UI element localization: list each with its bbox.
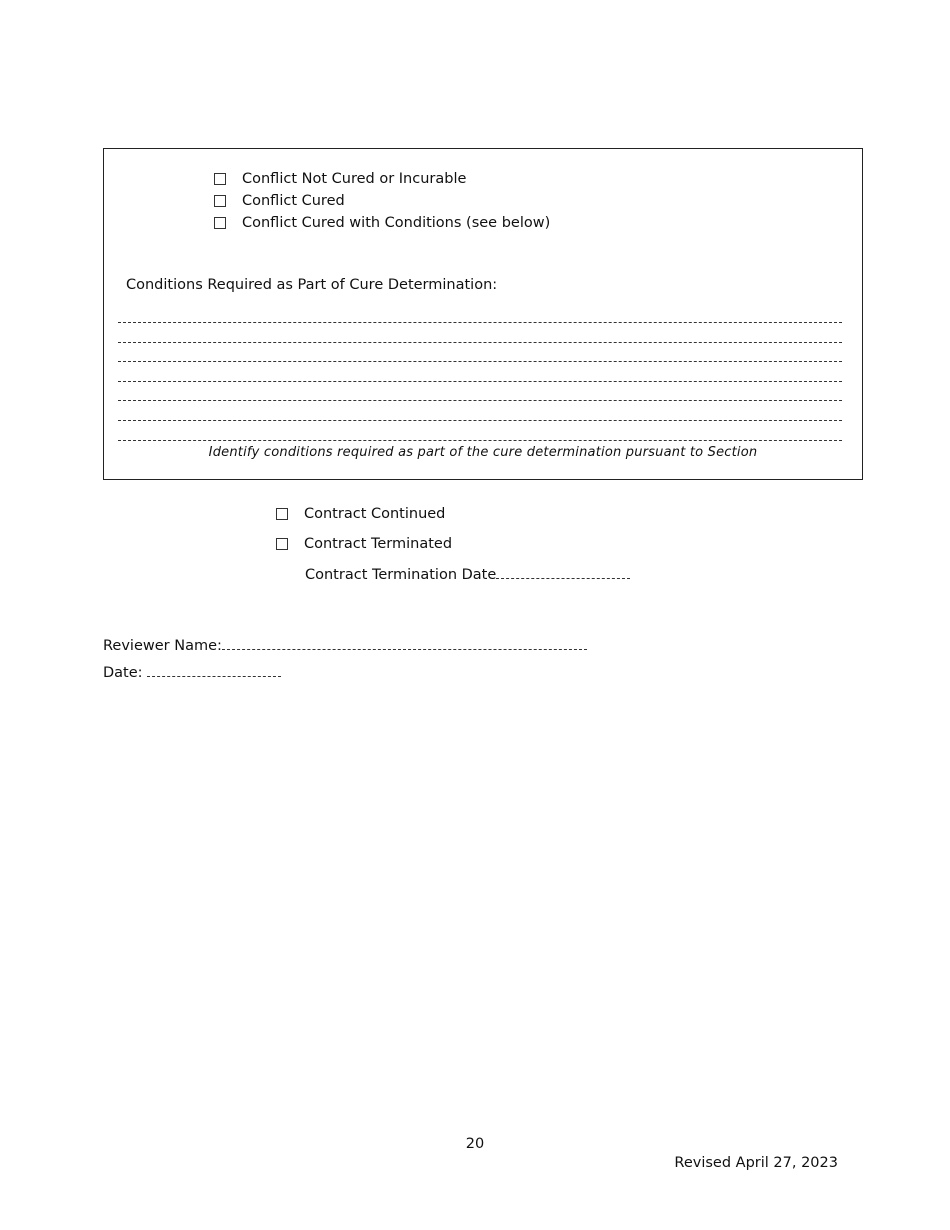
conditions-line[interactable] bbox=[118, 420, 842, 421]
conditions-line[interactable] bbox=[118, 342, 842, 343]
checkbox-cured[interactable] bbox=[214, 195, 226, 207]
option-cured-with-conditions[interactable] bbox=[214, 213, 550, 233]
reviewer-name-label: Reviewer Name: bbox=[103, 638, 222, 654]
revised-date: Revised April 27, 2023 bbox=[674, 1155, 838, 1171]
reviewer-name-field[interactable] bbox=[222, 634, 587, 650]
conditions-line[interactable] bbox=[118, 381, 842, 382]
page-number: 20 bbox=[465, 1136, 485, 1152]
termination-date-row bbox=[305, 563, 630, 585]
termination-date-field[interactable] bbox=[496, 563, 630, 579]
option-contract-continued-label: Contract Continued bbox=[304, 506, 446, 522]
cure-determination-box bbox=[103, 148, 863, 480]
reviewer-name-row bbox=[103, 634, 587, 656]
option-not-cured-label: Conflict Not Cured or Incurable bbox=[242, 171, 467, 187]
option-cured-label: Conflict Cured bbox=[242, 193, 345, 209]
checkbox-contract-terminated[interactable] bbox=[276, 538, 288, 550]
option-not-cured[interactable] bbox=[214, 169, 466, 189]
termination-date-label: Contract Termination Date bbox=[305, 567, 497, 583]
option-cured-with-conditions-label: Conflict Cured with Conditions (see below) bbox=[242, 215, 551, 231]
reviewer-date-field[interactable] bbox=[147, 661, 281, 677]
reviewer-date-label: Date: bbox=[103, 665, 143, 681]
option-contract-terminated-label: Contract Terminated bbox=[304, 536, 453, 552]
conditions-label: Conditions Required as Part of Cure Determination: bbox=[126, 277, 498, 293]
reviewer-date-row bbox=[103, 661, 281, 683]
checkbox-cured-with-conditions[interactable] bbox=[214, 217, 226, 229]
conditions-line[interactable] bbox=[118, 440, 842, 441]
conditions-line[interactable] bbox=[118, 322, 842, 323]
option-cured[interactable] bbox=[214, 191, 345, 211]
conditions-caption: Identify conditions required as part of the cure determination pursuant to Section bbox=[208, 445, 758, 460]
conditions-line[interactable] bbox=[118, 361, 842, 362]
option-contract-continued[interactable] bbox=[276, 504, 445, 524]
conditions-line[interactable] bbox=[118, 400, 842, 401]
checkbox-not-cured[interactable] bbox=[214, 173, 226, 185]
checkbox-contract-continued[interactable] bbox=[276, 508, 288, 520]
option-contract-terminated[interactable] bbox=[276, 534, 452, 554]
